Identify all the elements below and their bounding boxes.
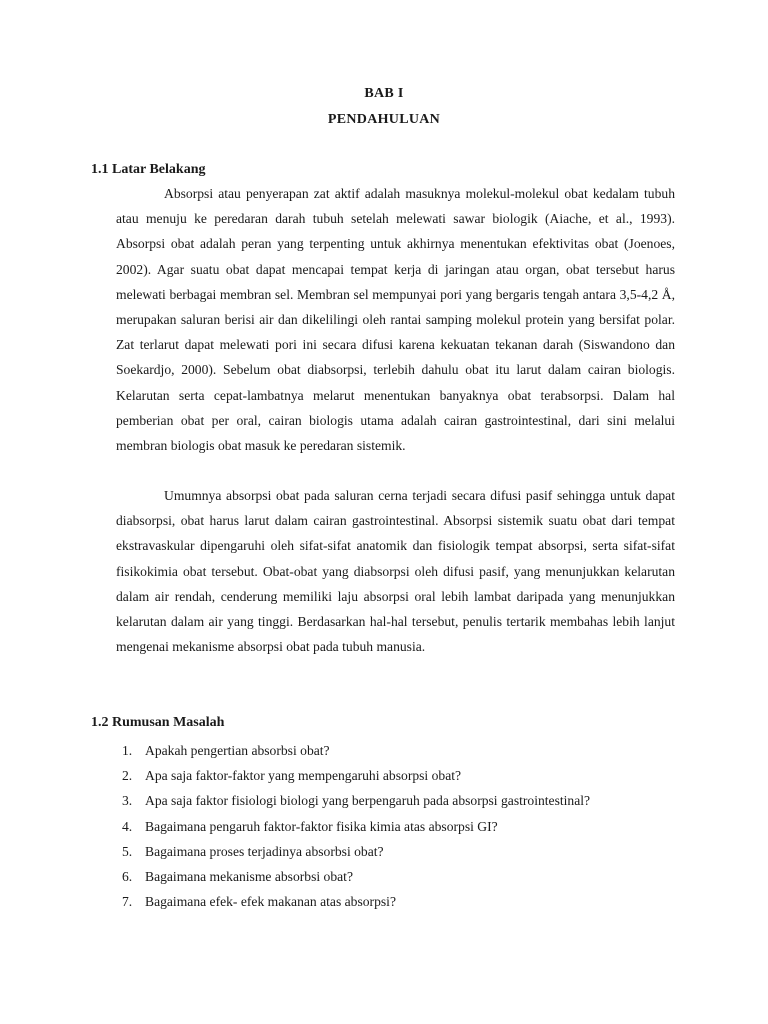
list-item-number: 1.	[122, 743, 133, 758]
paragraph-1: Absorpsi atau penyerapan zat aktif adalah masuknya molekul-molekul obat kedalam tubuh atau menuju ke peredaran darah tubuh setelah melewati sawar biologik (Aiache, et al., 1993). Absorpsi obat adalah peran yang terpenting untuk akhirnya menentukan efektivitas obat (Joenoes, 2002). Agar suatu obat dapat mencapai tempat kerja di jaringan atau organ, obat tersebut harus melewati berbagai membran sel. Membran sel mempunyai pori yang bergaris tengah antara 3,5-4,2 Å, merupakan saluran berisi air dan dikelilingi oleh rantai samping molekul protein yang bersifat polar. Zat terlarut dapat melewati pori ini secara difusi karena kekuatan tekanan darah (Siswandono dan Soekardjo, 2000). Sebelum obat diabsorpsi, terlebih dahulu obat itu larut dalam cairan biologis. Kelarutan serta cepat-lambatnya melarut menentukan banyaknya obat terabsorpsi. Dalam hal pemberian obat per oral, cairan biologis utama adalah cairan gastrointestinal, dari sini melalui membran biologis obat masuk ke peredaran sistemik.	[116, 186, 675, 454]
rumusan-masalah-list	[116, 738, 696, 914]
list-item-number: 2.	[122, 768, 133, 784]
list-item	[116, 814, 696, 839]
list-item-number: 6.	[122, 868, 133, 884]
list-item-text: Apa saja faktor fisiologi biologi yang berpengaruh pada absorpsi gastrointestinal?	[145, 793, 591, 809]
list-item	[116, 889, 696, 914]
list-item-text: Apakah pengertian absorbsi obat?	[145, 743, 330, 758]
chapter-title: PENDAHULUAN	[327, 112, 441, 127]
list-item-text: Bagaimana mekanisme absorbsi obat?	[145, 868, 353, 884]
chapter-number: BAB I	[364, 86, 404, 101]
list-item-number: 4.	[122, 818, 133, 834]
list-item-number: 3.	[122, 793, 133, 809]
list-item	[116, 763, 696, 788]
list-item-text: Bagaimana pengaruh faktor-faktor fisika kimia atas absorpsi GI?	[145, 818, 498, 834]
section-heading-rumusan-masalah: 1.2 Rumusan Masalah	[91, 715, 225, 730]
paragraph-2-container	[116, 483, 675, 659]
list-item-text: Bagaimana efek- efek makanan atas absorpsi?	[145, 894, 396, 910]
list-item-number: 7.	[122, 894, 133, 910]
list-item	[116, 738, 696, 763]
section-heading-latar-belakang: 1.1 Latar Belakang	[91, 162, 206, 177]
list-item-text: Bagaimana proses terjadinya absorbsi obat?	[145, 843, 384, 859]
list-item	[116, 864, 696, 889]
paragraph-1-container	[116, 181, 675, 458]
list-item-text: Apa saja faktor-faktor yang mempengaruhi absorpsi obat?	[145, 768, 462, 784]
paragraph-2: Umumnya absorpsi obat pada saluran cerna terjadi secara difusi pasif sehingga untuk dapat diabsorpsi, obat harus larut dalam cairan gastrointestinal. Absorpsi sistemik suatu obat dari tempat ekstravaskular dipengaruhi oleh sifat-sifat anatomik dan fisiologik tempat absorpsi, serta sifat-sifat fisikokimia obat tersebut. Obat-obat yang diabsorpsi oleh difusi pasif, yang menunjukkan kelarutan dalam air rendah, cenderung memiliki laju absorpsi oral lebih lambat daripada yang menunjukkan kelarutan dalam air yang tinggi. Berdasarkan hal-hal tersebut, penulis tertarik membahas lebih lanjut mengenai mekanisme absorpsi obat pada tubuh manusia.	[116, 488, 675, 655]
list-item	[116, 788, 696, 813]
list-item-number: 5.	[122, 843, 133, 859]
list-item	[116, 839, 696, 864]
